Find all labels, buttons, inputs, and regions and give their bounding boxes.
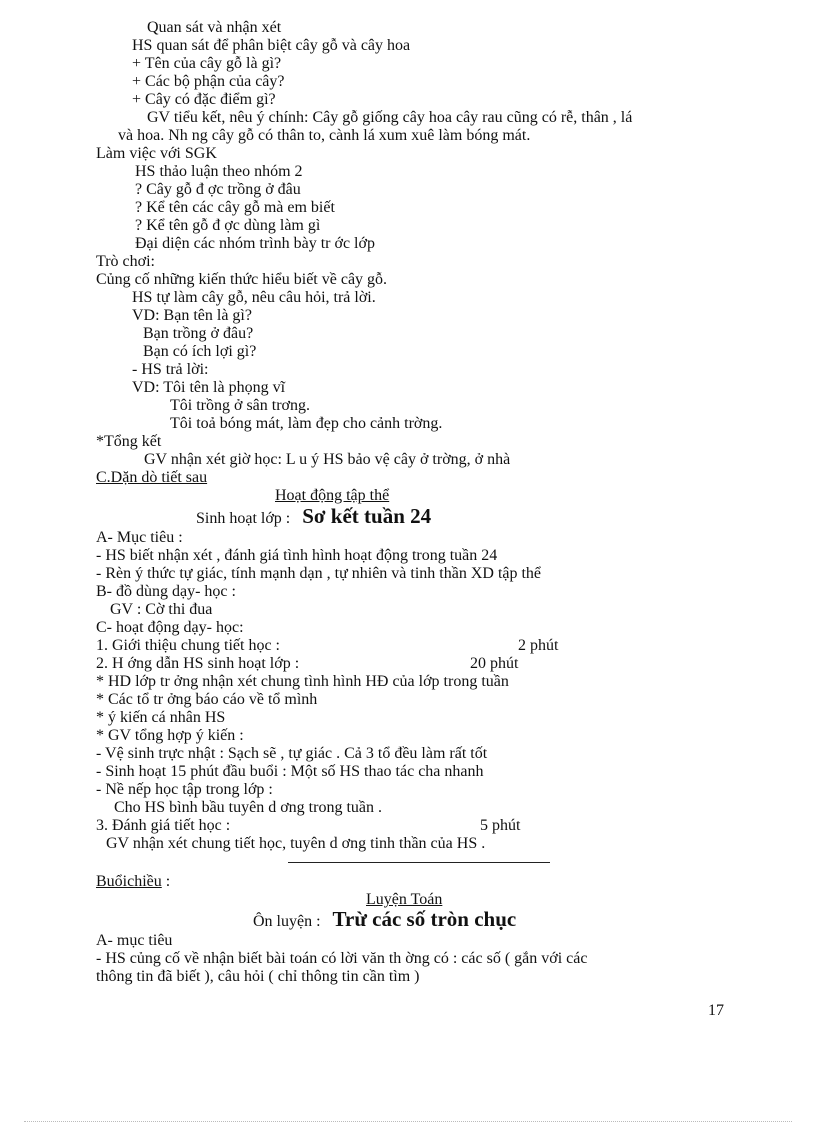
text-line: * HD lớp tr ởng nhận xét chung tình hình HĐ của lớp trong tuần <box>96 673 509 690</box>
section-heading: Làm việc với SGK <box>96 145 217 162</box>
text-line: GV : Cờ thi đua <box>110 601 213 618</box>
text-line: - HS củng cố về nhận biết bài toán có lời văn th ờng có : các số ( gắn với các <box>96 950 588 967</box>
page-number: 17 <box>708 1002 724 1019</box>
text-line: - HS trả lời: <box>132 361 209 378</box>
lesson-label: Sinh hoạt lớp : <box>196 510 291 527</box>
text-line: HS thảo luận theo nhóm 2 <box>135 163 303 180</box>
text-line: - Sinh hoạt 15 phút đầu buổi : Một số HS thao tác cha nhanh <box>96 763 484 780</box>
text-line: - HS biết nhận xét , đánh giá tình hình hoạt động trong tuần 24 <box>96 547 498 564</box>
activity-title: Hoạt động tập thể <box>275 487 390 504</box>
text-line: Quan sát và nhận xét <box>147 19 282 36</box>
text-line: ? Kể tên gỗ đ ợc dùng làm gì <box>135 217 321 234</box>
duration: 20 phút <box>470 655 519 672</box>
text-line: + Cây có đặc điểm gì? <box>132 91 276 108</box>
text-line: thông tin đã biết ), câu hỏi ( chỉ thông tin cần tìm ) <box>96 968 420 985</box>
lesson-heading <box>253 907 517 931</box>
text-line: + Các bộ phận của cây? <box>132 73 285 90</box>
duration: 5 phút <box>480 817 521 834</box>
text-line: + Tên của cây gỗ là gì? <box>132 55 282 72</box>
text-line: Củng cố những kiến thức hiểu biết về cây gỗ. <box>96 271 388 288</box>
text-line: Tôi toả bóng mát, làm đẹp cho cảnh trờng. <box>170 415 443 432</box>
section-heading: A- Mục tiêu : <box>96 529 183 546</box>
section-heading: A- mục tiêu <box>96 932 173 949</box>
lesson-title: Sơ kết tuần 24 <box>302 504 432 528</box>
text-line: GV nhận xét chung tiết học, tuyên d ơng tinh thần của HS . <box>106 835 486 852</box>
text-line: Tôi trồng ở sân trơng. <box>170 397 311 414</box>
text-line: 1. Giới thiệu chung tiết học : <box>96 637 280 654</box>
duration: 2 phút <box>518 637 559 654</box>
section-heading: Trò chơi: <box>96 253 155 270</box>
lesson-label: Ôn luyện : <box>253 913 321 930</box>
text-line: HS tự làm cây gỗ, nêu câu hỏi, trả lời. <box>132 289 376 306</box>
lesson-title: Trừ các số tròn chục <box>332 907 517 931</box>
text-line: 3. Đánh giá tiết học : <box>96 817 231 834</box>
text-line: HS quan sát để phân biệt cây gỗ và cây hoa <box>132 37 411 54</box>
text-line: 2. H ớng dẫn HS sinh hoạt lớp : <box>96 655 300 672</box>
session-colon: : <box>161 873 171 890</box>
text-line: Bạn có ích lợi gì? <box>143 343 257 360</box>
text-line: - Rèn ý thức tự giác, tính mạnh dạn , tự nhiên và tinh thần XD tập thể <box>96 565 542 582</box>
text-line: GV nhận xét giờ học: L u ý HS bảo vệ cây ở trờng, ở nhà <box>144 451 511 468</box>
text-line: VD: Tôi tên là phọng vĩ <box>132 379 286 396</box>
text-line: VD: Bạn tên là gì? <box>132 307 252 324</box>
text-line: - Vệ sinh trực nhật : Sạch sẽ , tự giác . Cả 3 tổ đều làm rất tốt <box>96 745 488 762</box>
text-line: Cho HS bình bầu tuyên d ơng trong tuần . <box>114 799 382 816</box>
text-line: ? Kể tên các cây gỗ mà em biết <box>135 199 335 216</box>
section-heading: *Tổng kết <box>96 433 162 450</box>
text-line: * Các tổ tr ởng báo cáo về tổ mình <box>96 691 318 708</box>
text-line: GV tiểu kết, nêu ý chính: Cây gỗ giống cây hoa cây rau cũng có rễ, thân , lá <box>147 109 633 126</box>
page-bottom-edge <box>24 1121 792 1122</box>
session-label: Buổichiều <box>96 873 162 890</box>
section-heading: C.Dặn dò tiết sau <box>96 469 208 486</box>
session-heading <box>96 873 170 891</box>
text-line: * GV tổng hợp ý kiến : <box>96 727 244 744</box>
lesson-heading <box>196 504 432 528</box>
text-line: và hoa. Nh ng cây gỗ có thân to, cành lá xum xuê làm bóng mát. <box>118 127 531 144</box>
subject-title: Luyện Toán <box>366 891 443 908</box>
text-line: Đại diện các nhóm trình bày tr ớc lớp <box>135 235 375 252</box>
section-heading: C- hoạt động dạy- học: <box>96 619 244 636</box>
section-heading: B- đồ dùng dạy- học : <box>96 583 236 600</box>
text-line: * ý kiến cá nhân HS <box>96 709 226 726</box>
text-line: Bạn trồng ở đâu? <box>143 325 254 342</box>
text-line: ? Cây gỗ đ ợc trồng ở đâu <box>135 181 301 198</box>
text-line: - Nề nếp học tập trong lớp : <box>96 781 273 798</box>
section-divider <box>288 862 550 863</box>
